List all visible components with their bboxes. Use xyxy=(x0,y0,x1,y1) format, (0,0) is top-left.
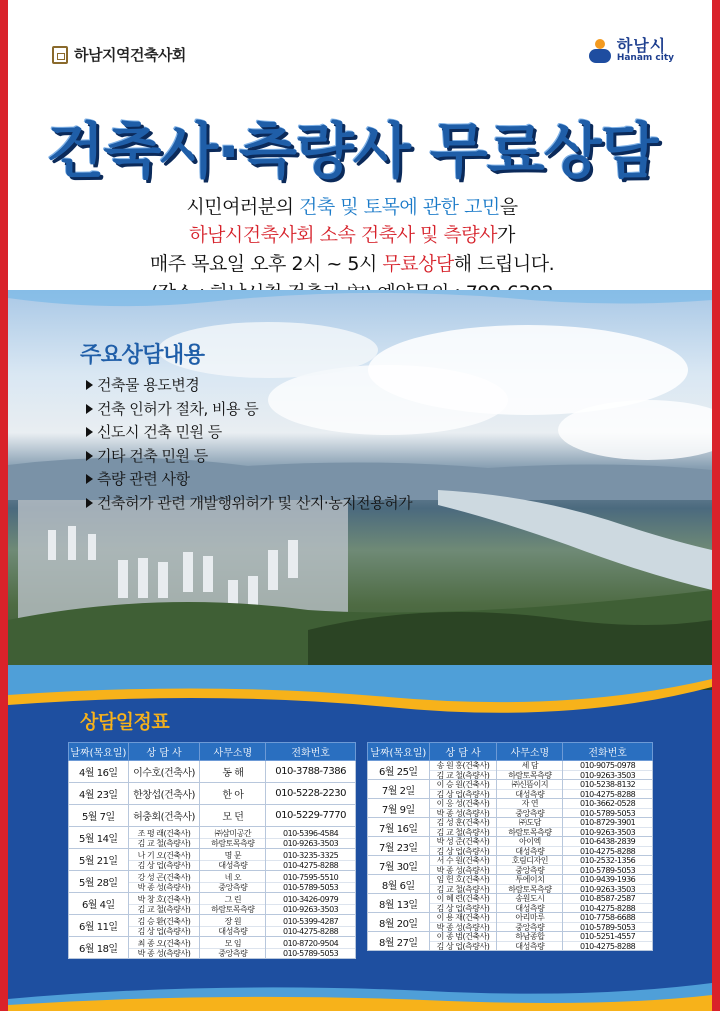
schedule-office-line: 하람토목측량 xyxy=(497,827,562,836)
schedule-row xyxy=(368,913,653,932)
schedule-office xyxy=(200,849,266,871)
schedule-consultant xyxy=(429,894,497,913)
schedule-date: 8월 20일 xyxy=(368,913,430,932)
schedule-office-line: 하남종합 xyxy=(515,932,545,941)
schedule-office-line: 대성측량 xyxy=(200,926,265,935)
schedule-consultant-line: 박 성 준(건축사) xyxy=(436,837,490,846)
schedule-phone xyxy=(563,818,653,837)
schedule-phone-line: 010-3426-0979 xyxy=(283,894,339,904)
schedule-consultant xyxy=(429,818,497,837)
schedule-office xyxy=(200,893,266,915)
schedule-phone-line: 010-8720-9504 xyxy=(283,938,339,948)
schedule-phone-line: 010-5789-5053 xyxy=(266,882,355,891)
schedule-date: 6월 18일 xyxy=(69,937,129,959)
schedule-consultant-line: 박 종 성(측량사) xyxy=(430,808,497,817)
schedule-phone: 010-5228-2230 xyxy=(266,783,356,805)
col-date: 날짜(목요일) xyxy=(368,743,430,761)
schedule-row xyxy=(368,761,653,780)
schedule-office-line: 대성측량 xyxy=(200,860,265,869)
schedule-office-line: 중앙측량 xyxy=(497,922,562,931)
consult-topics-title: 주요상담내용 xyxy=(80,343,205,368)
schedule-date: 7월 23일 xyxy=(368,837,430,856)
schedule-phone xyxy=(563,837,653,856)
poster-title: 건축사·측량사 무료상담 xyxy=(46,117,658,187)
schedule-row xyxy=(69,937,356,959)
schedule-consultant xyxy=(128,849,200,871)
schedule-phone-line: 010-4275-8288 xyxy=(563,846,652,855)
schedule-phone-line: 010-5789-5053 xyxy=(563,922,652,931)
schedule-phone-line: 010-9439-1936 xyxy=(580,875,636,884)
schedule-consultant-line: 김 교 철(측량사) xyxy=(129,838,200,847)
schedule-consultant-line: 송 원 홍(건축사) xyxy=(436,761,490,770)
schedule-office-line: 하람토목측량 xyxy=(200,838,265,847)
hanam-city-logo xyxy=(589,38,674,63)
schedule-office-line: ㈜신뜸이지 xyxy=(511,780,549,789)
schedule-phone-line: 010-3662-0528 xyxy=(580,799,636,808)
schedule-date: 7월 16일 xyxy=(368,818,430,837)
schedule-consultant-line: 이 종 범(건축사) xyxy=(436,932,490,941)
bullet-arrow-icon xyxy=(86,451,93,461)
consult-topic-item: 측량 관련 사항 xyxy=(86,468,412,492)
schedule-row xyxy=(368,818,653,837)
schedule-phone xyxy=(563,780,653,799)
schedule-row xyxy=(368,799,653,818)
schedule-office xyxy=(200,937,266,959)
schedule-phone-line: 010-5251-4557 xyxy=(580,932,636,941)
schedule-date: 5월 28일 xyxy=(69,871,129,893)
schedule-office-line: 네 오 xyxy=(224,872,242,882)
schedule-phone-line: 010-4275-8288 xyxy=(563,789,652,798)
schedule-office: 모 던 xyxy=(200,805,266,827)
col-consultant: 상 담 사 xyxy=(429,743,497,761)
schedule-office xyxy=(497,837,563,856)
schedule-date: 6월 4일 xyxy=(69,893,129,915)
schedule-office-line: 아이엑 xyxy=(519,837,541,846)
schedule-phone xyxy=(563,799,653,818)
consult-topics-list xyxy=(86,374,412,515)
schedule-phone-line: 010-9263-3503 xyxy=(563,770,652,779)
schedule-consultant-line: 김 승 환(건축사) xyxy=(137,916,191,926)
architects-association-logo xyxy=(52,44,186,65)
schedule-office: 한 아 xyxy=(200,783,266,805)
schedule-consultant-line: 이 혜 련(건축사) xyxy=(436,894,490,903)
col-phone: 전화번호 xyxy=(266,743,356,761)
schedule-phone xyxy=(563,875,653,894)
consult-topic-item: 기타 건축 민원 등 xyxy=(86,445,412,469)
schedule-consultant xyxy=(128,915,200,937)
schedule-consultant xyxy=(128,871,200,893)
schedule-office-line: 그 린 xyxy=(224,894,242,904)
schedule-consultant-line: 박 종 성(측량사) xyxy=(129,948,200,957)
schedule-date: 5월 14일 xyxy=(69,827,129,849)
schedule-consultant-line: 김 교 철(측량사) xyxy=(430,827,497,836)
schedule-row xyxy=(368,837,653,856)
schedule-consultant-line: 박 종 성(측량사) xyxy=(129,882,200,891)
schedule-phone xyxy=(563,913,653,932)
schedule-phone-line: 010-9263-3503 xyxy=(563,884,652,893)
schedule-office-line: 송원도시 xyxy=(515,894,545,903)
schedule-date: 8월 13일 xyxy=(368,894,430,913)
schedule-office xyxy=(497,780,563,799)
schedule-consultant xyxy=(429,856,497,875)
schedule-phone-line: 010-4275-8288 xyxy=(563,903,652,912)
schedule-phone: 010-5229-7770 xyxy=(266,805,356,827)
schedule-office-line: 세 담 xyxy=(521,761,539,770)
intro-line-2: 하남시건축사회 소속 건축사 및 측량사가 xyxy=(189,224,515,246)
schedule-row xyxy=(69,915,356,937)
schedule-office-line: 하람토목측량 xyxy=(497,884,562,893)
bullet-arrow-icon xyxy=(86,427,93,437)
schedule-office-line: 대성측량 xyxy=(497,846,562,855)
schedule-consultant-line: 김 교 철(측량사) xyxy=(430,770,497,779)
schedule-office-line: 모 임 xyxy=(224,938,242,948)
schedule-phone xyxy=(266,915,356,937)
city-name-english: Hanam city xyxy=(616,53,674,63)
schedule-row xyxy=(69,761,356,783)
schedule-date: 7월 30일 xyxy=(368,856,430,875)
schedule-phone-line: 010-8729-3901 xyxy=(580,818,636,827)
schedule-consultant-line: 조 평 래(건축사) xyxy=(137,828,191,838)
schedule-date: 8월 6일 xyxy=(368,875,430,894)
schedule-office-line: ㈜도담 xyxy=(518,818,541,827)
schedule-date: 8월 27일 xyxy=(368,932,430,951)
schedule-consultant xyxy=(128,893,200,915)
schedule-phone-line: 010-4275-8288 xyxy=(563,941,652,950)
schedule-phone-line: 010-4275-8288 xyxy=(266,860,355,869)
schedule-phone-line: 010-9263-3503 xyxy=(563,827,652,836)
hanam-emblem-icon xyxy=(589,39,611,63)
schedule-row xyxy=(368,932,653,951)
schedule-row xyxy=(368,780,653,799)
intro-line-1: 시민여러분의 건축 및 토목에 관한 고민을 xyxy=(186,196,518,218)
schedule-row xyxy=(69,827,356,849)
schedule-consultant xyxy=(429,913,497,932)
schedule-row xyxy=(368,856,653,875)
schedule-table-left xyxy=(68,742,356,959)
schedule-consultant-line: 박 창 호(건축사) xyxy=(137,894,191,904)
schedule-consultant-line: 김 상 업(측량사) xyxy=(430,941,497,950)
schedule-office-line: 호림디자인 xyxy=(511,856,548,865)
schedule-office xyxy=(497,875,563,894)
bullet-arrow-icon xyxy=(86,474,93,484)
schedule-office-line: 중앙측량 xyxy=(497,865,562,874)
schedule-consultant-line: 최 종 오(건축사) xyxy=(137,938,191,948)
schedule-consultant xyxy=(429,875,497,894)
consult-topic-item: 건축물 용도변경 xyxy=(86,374,412,398)
schedule-consultant: 허충회(건축사) xyxy=(128,805,200,827)
bullet-arrow-icon xyxy=(86,404,93,414)
schedule-consultant xyxy=(429,837,497,856)
schedule-phone xyxy=(563,856,653,875)
schedule-office-line: 중앙측량 xyxy=(200,882,265,891)
schedule-consultant xyxy=(128,827,200,849)
schedule-consultant-line: 이 승 원(건축사) xyxy=(436,780,490,789)
schedule-consultant-line: 김 성 훈(건축사) xyxy=(436,818,490,827)
schedule-consultant-line: 이 용 재(건축사) xyxy=(436,913,490,922)
intro-line-3: 매주 목요일 오후 2시 ~ 5시 무료상담해 드립니다. xyxy=(149,253,555,275)
schedule-consultant-line: 김 상 업(측량사) xyxy=(430,903,497,912)
schedule-office-line: 명 문 xyxy=(224,850,242,860)
schedule-title: 상담일정표 xyxy=(80,711,170,733)
schedule-office xyxy=(200,915,266,937)
schedule-consultant-line: 박 종 성(측량사) xyxy=(430,865,497,874)
consult-topic-item: 건축 인허가 절차, 비용 등 xyxy=(86,398,412,422)
schedule-consultant-line: 김 상 업(측량사) xyxy=(129,926,200,935)
schedule-consultant-line: 김 상 업(측량사) xyxy=(129,860,200,869)
col-office: 사무소명 xyxy=(200,743,266,761)
schedule-phone: 010-3788-7386 xyxy=(266,761,356,783)
schedule-consultant xyxy=(429,761,497,780)
schedule-office-line: 투에이치 xyxy=(515,875,545,884)
schedule-office-line: 장 원 xyxy=(224,916,242,926)
schedule-office-line: ㈜삼미공간 xyxy=(214,828,252,838)
schedule-row xyxy=(69,783,356,805)
bottom-band xyxy=(8,975,712,1011)
schedule-date: 5월 7일 xyxy=(69,805,129,827)
schedule-consultant xyxy=(128,937,200,959)
schedule-date: 6월 25일 xyxy=(368,761,430,780)
schedule-row xyxy=(69,893,356,915)
schedule-office-line: 하람토목측량 xyxy=(200,904,265,913)
schedule-phone xyxy=(266,893,356,915)
bullet-arrow-icon xyxy=(86,380,93,390)
bullet-arrow-icon xyxy=(86,498,93,508)
schedule-phone-line: 010-8587-2587 xyxy=(580,894,636,903)
schedule-consultant xyxy=(429,780,497,799)
schedule-office-line: 대성측량 xyxy=(497,941,562,950)
schedule-phone-line: 010-7595-5510 xyxy=(283,872,339,882)
schedule-phone-line: 010-2532-1356 xyxy=(580,856,636,865)
schedule-consultant xyxy=(429,932,497,951)
schedule-consultant-line: 김 상 업(측량사) xyxy=(430,846,497,855)
city-name-korean: 하남시 xyxy=(616,36,667,55)
schedule-phone xyxy=(266,849,356,871)
schedule-office-line: 대성측량 xyxy=(497,789,562,798)
schedule-phone xyxy=(563,894,653,913)
schedule-consultant-line: 김 상 업(측량사) xyxy=(430,789,497,798)
schedule-phone xyxy=(266,937,356,959)
schedule-phone-line: 010-5399-4287 xyxy=(283,916,339,926)
schedule-date: 6월 11일 xyxy=(69,915,129,937)
schedule-row xyxy=(368,894,653,913)
schedule-office xyxy=(200,827,266,849)
association-name: 하남지역건축사회 xyxy=(74,46,186,64)
schedule-consultant: 한창섭(건축사) xyxy=(128,783,200,805)
schedule-office xyxy=(497,761,563,780)
schedule-phone-line: 010-9075-0978 xyxy=(580,761,636,770)
col-date: 날짜(목요일) xyxy=(69,743,129,761)
consult-topic-item: 건축허가 관련 개발행위허가 및 산지·농지전용허가 xyxy=(86,492,412,516)
schedule-consultant-line: 김 교 철(측량사) xyxy=(430,884,497,893)
schedule-consultant-line: 박 종 성(측량사) xyxy=(430,922,497,931)
schedule-phone-line: 010-6438-2839 xyxy=(580,837,636,846)
schedule-phone-line: 010-9263-3503 xyxy=(266,904,355,913)
association-emblem-icon xyxy=(52,46,68,64)
schedule-phone-line: 010-5789-5053 xyxy=(563,865,652,874)
schedule-phone xyxy=(563,761,653,780)
schedule-table-right xyxy=(367,742,653,951)
col-phone: 전화번호 xyxy=(563,743,653,761)
schedule-office-line: 대성측량 xyxy=(497,903,562,912)
schedule-phone-line: 010-3235-3325 xyxy=(283,850,339,860)
col-consultant: 상 담 사 xyxy=(128,743,200,761)
schedule-phone xyxy=(266,871,356,893)
schedule-office xyxy=(497,818,563,837)
schedule-office xyxy=(497,856,563,875)
schedule-consultant-line: 나 기 오(건축사) xyxy=(137,850,191,860)
schedule-phone-line: 010-4275-8288 xyxy=(266,926,355,935)
schedule-row xyxy=(69,871,356,893)
schedule-office xyxy=(497,932,563,951)
schedule-consultant-line: 임 헌 호(건축사) xyxy=(436,875,490,884)
schedule-row xyxy=(69,805,356,827)
schedule-consultant: 이수호(건축사) xyxy=(128,761,200,783)
schedule-phone-line: 010-5789-5053 xyxy=(266,948,355,957)
schedule-date: 4월 23일 xyxy=(69,783,129,805)
schedule-office-line: 아리마루 xyxy=(515,913,545,922)
schedule-phone-line: 010-5396-4584 xyxy=(283,828,339,838)
schedule-phone xyxy=(563,932,653,951)
schedule-consultant-line: 강 성 곤(건축사) xyxy=(137,872,191,882)
schedule-office: 동 해 xyxy=(200,761,266,783)
schedule-date: 7월 2일 xyxy=(368,780,430,799)
schedule-consultant-line: 김 교 철(측량사) xyxy=(129,904,200,913)
schedule-office-line: 중앙측량 xyxy=(200,948,265,957)
schedule-phone-line: 010-5238-8132 xyxy=(580,780,636,789)
schedule-office xyxy=(497,799,563,818)
schedule-date: 7월 9일 xyxy=(368,799,430,818)
col-office: 사무소명 xyxy=(497,743,563,761)
schedule-office xyxy=(200,871,266,893)
schedule-consultant-line: 이 응 성(건축사) xyxy=(436,799,490,808)
schedule-office-line: 자 연 xyxy=(521,799,539,808)
schedule-office-line: 하람토목측량 xyxy=(497,770,562,779)
schedule-date: 4월 16일 xyxy=(69,761,129,783)
schedule-office xyxy=(497,913,563,932)
consult-topic-item: 신도시 건축 민원 등 xyxy=(86,421,412,445)
schedule-row xyxy=(69,849,356,871)
schedule-date: 5월 21일 xyxy=(69,849,129,871)
schedule-consultant-line: 서 수 원(건축사) xyxy=(436,856,490,865)
schedule-phone-line: 010-5789-5053 xyxy=(563,808,652,817)
schedule-phone-line: 010-7758-6688 xyxy=(580,913,636,922)
schedule-phone xyxy=(266,827,356,849)
schedule-row xyxy=(368,875,653,894)
schedule-phone-line: 010-9263-3503 xyxy=(266,838,355,847)
schedule-consultant xyxy=(429,799,497,818)
schedule-office xyxy=(497,894,563,913)
schedule-office-line: 중앙측량 xyxy=(497,808,562,817)
